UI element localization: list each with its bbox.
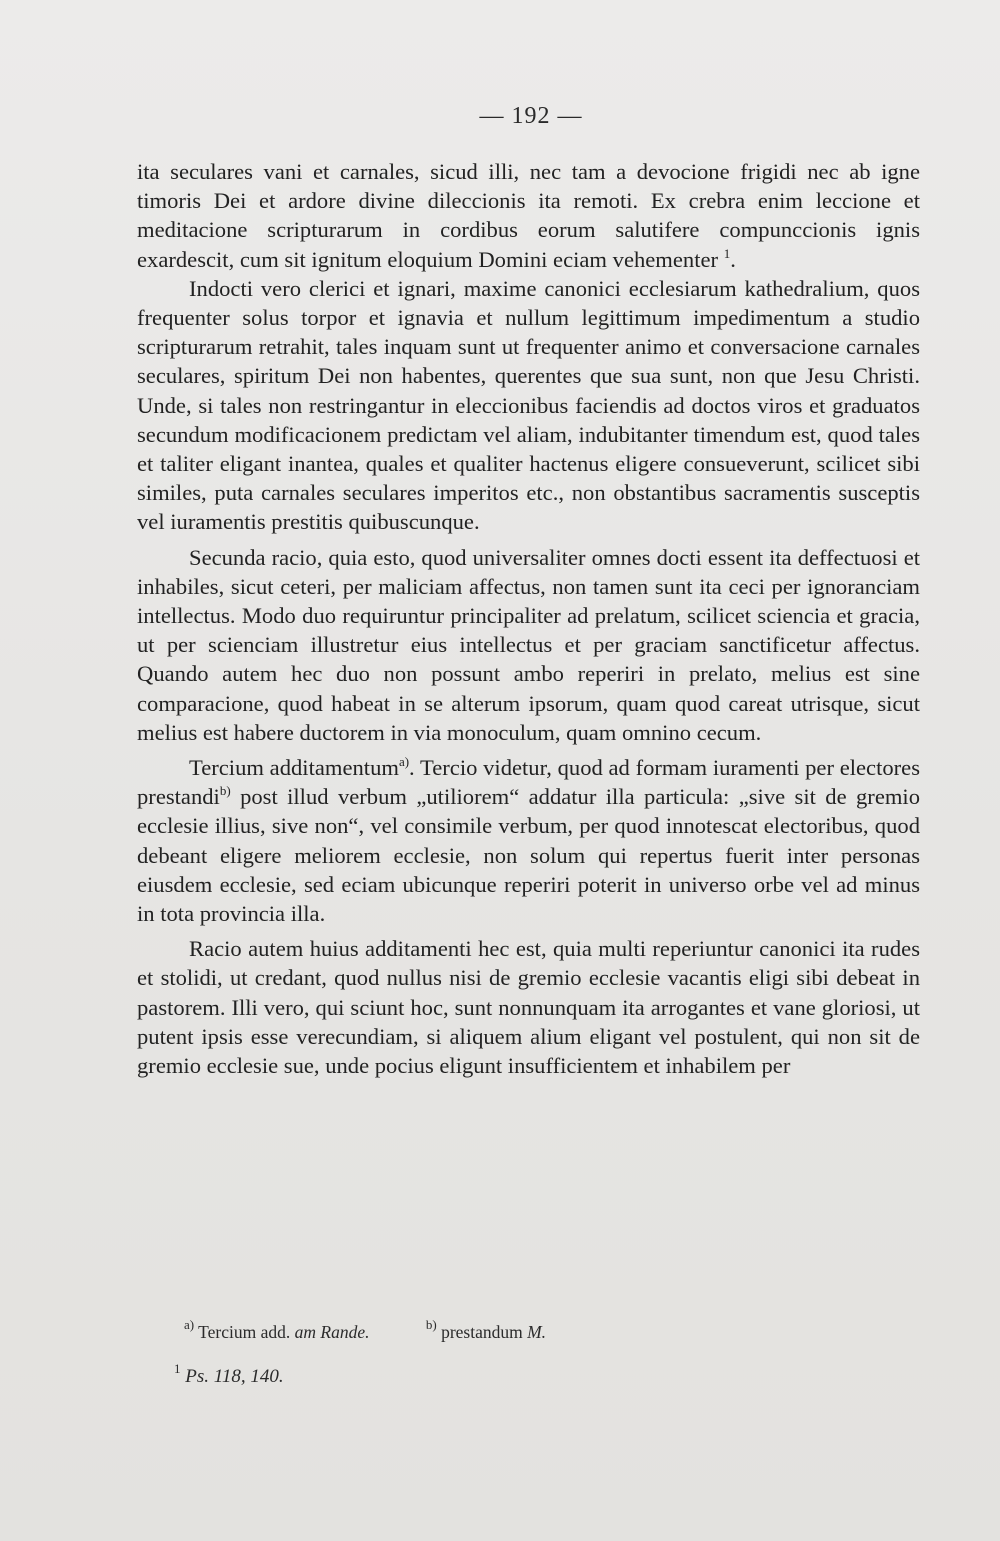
- line-1: ita seculares vani et carnales, sicud illi, nec tam a devocione frigidi nec: [137, 159, 839, 184]
- footnote-b: [425, 1317, 547, 1343]
- footnote-mark-1: 1: [723, 245, 731, 261]
- paragraph-1: [137, 157, 920, 274]
- footnote-a-mark: a): [184, 1317, 195, 1332]
- line-3: enim leccione et meditacione scripturarum in cordibus eorum salutifere: [137, 188, 920, 243]
- paragraph-5: Racio autem huius additamenti hec est, quia multi reperiuntur canonici ita rudes et stolidi, ut credant, quod nullus nisi de gremio ecclesie vacantis eligi sibi debeat in pastorem. Illi vero, qui sciunt hoc, sunt nonnunquam ita arrogantes et vane gloriosi, ut putent ipsis esse verecundiam, si aliquem alium eligant vel postulent, qui non sit de gremio ecclesie sue, unde pocius eligunt insufficientem et inhabilem per: [137, 936, 920, 1079]
- paragraph-3: Secunda racio, quia esto, quod universaliter omnes docti essent ita deffectuosi et inhabiles, sicut ceteri, per maliciam affectus, non tamen sunt ita ceci per ignoranciam intellectus. Modo duo requiruntur principaliter ad prelatum, scilicet sciencia et gracia, ut per scienciam illustretur eius intellectus et per graciam sanctificetur affectus. Quando autem hec duo non possunt ambo reperiri in prelato, melius est sine comparacione, quod habeat in se alterum ipsorum, quam quod careat utrisque, sicut melius est habere ductorem in via monoculum, quam omnino cecum.: [137, 544, 920, 745]
- period: .: [730, 246, 736, 272]
- footnote-b-mark: b): [425, 1317, 437, 1332]
- line-5: vehementer: [612, 246, 719, 272]
- paragraph-4: [137, 753, 920, 928]
- footnote-a-source: am Rande.: [294, 1322, 370, 1342]
- line-2: ab igne timoris Dei et ardore divine dileccionis ita remoti. Ex crebra: [137, 159, 921, 214]
- footnote-1: [174, 1361, 284, 1388]
- paragraph-4-part-3: post illud verbum „utiliorem“ addatur illa particula: „sive sit de gremio ecclesie illius, sive non“, vel consimile verbum, per quod innotescat electoribus, quod debeant eligere meliorem ecclesie, non solum qui repertus fuerit inter personas eiusdem ecclesie, sed eciam ubicunque reperiri poterit in universo orbe vel ad minus in tota provincia illa.: [137, 784, 920, 927]
- footnote-a-text: Tercium add.: [198, 1322, 291, 1342]
- footnote-b-source: M.: [527, 1322, 547, 1342]
- footnote-mark-a: a): [398, 754, 410, 770]
- footnote-1-text: Ps. 118, 140.: [185, 1366, 284, 1387]
- line-4: compunccionis ignis exardescit, cum sit ignitum eloquium Domini eciam: [137, 217, 920, 272]
- main-text: [137, 157, 920, 1080]
- footnote-1-mark: 1: [174, 1361, 181, 1376]
- page-number: — 192 —: [479, 103, 583, 129]
- paragraph-4-part-1: Tercium additamentum: [189, 755, 399, 781]
- critical-apparatus: [184, 1317, 884, 1343]
- footnote-a: [184, 1317, 370, 1343]
- footnote-b-text: prestandum: [441, 1322, 523, 1342]
- footnote-mark-b: b): [219, 783, 231, 799]
- paragraph-2: Indocti vero clerici et ignari, maxime canonici ecclesiarum kathedralium, quos frequenter solus torpor et ignavia et nullum legittimum impedimentum a studio scripturarum retrahit, tales inquam sunt ut frequenter animo et conversacione carnales seculares, spiritum Dei non habentes, querentes que sua sunt, non que Jesu Christi. Unde, si tales non restringantur in eleccionibus faciendis ad doctos viros et graduatos secundum modificacionem predictam vel aliam, indubitanter timendum est, quod tales et taliter eligant inantea, quales et qualiter hactenus eligere consueverunt, scilicet sibi similes, puta carnales seculares imperitos etc., non obstantibus sacramentis susceptis vel iuramentis prestitis quibuscunque.: [137, 275, 920, 535]
- paragraph-4-part-2: . Tercio videtur, quod ad formam iuramenti per electores prestandi: [137, 755, 920, 810]
